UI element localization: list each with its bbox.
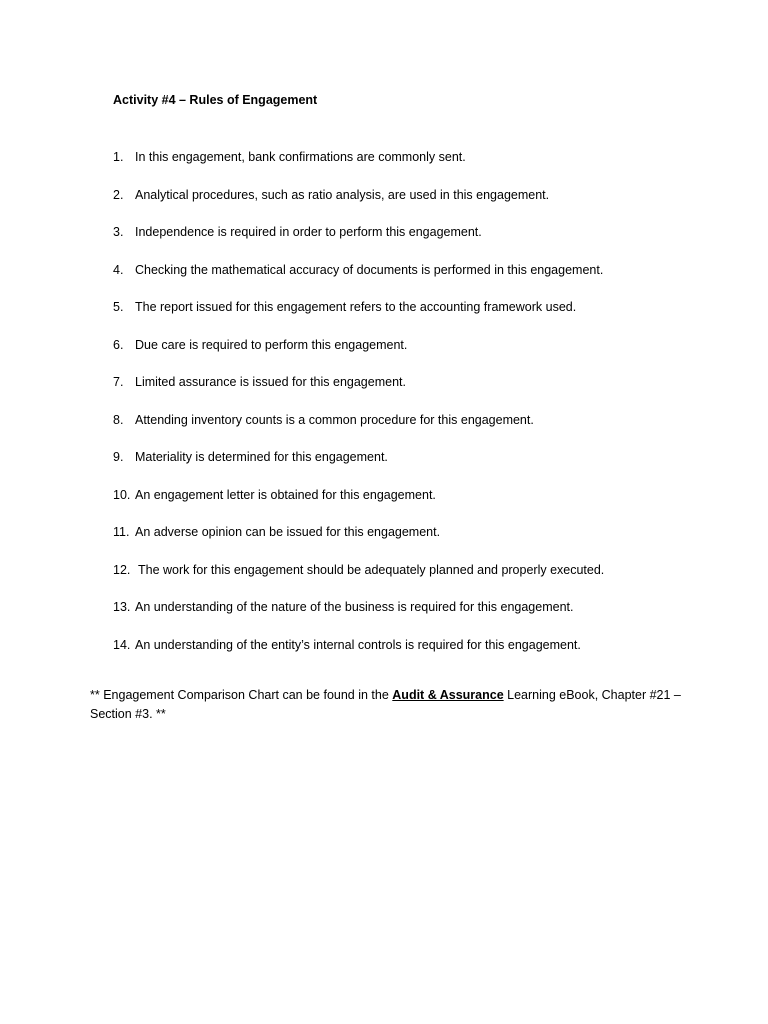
list-item [113,563,604,601]
item-number: 1. [113,150,124,164]
item-text: Due care is required to perform this engagement. [135,337,408,352]
item-text: The report issued for this engagement refers to the accounting framework used. [135,300,577,314]
list-item [113,225,604,263]
list-item [113,150,604,188]
item-number: 5. [113,300,124,314]
list-item [113,263,604,301]
item-text: Analytical procedures, such as ratio analysis, are used in this engagement. [135,187,550,202]
item-number: 10. [113,487,131,502]
list-item [113,638,604,676]
footnote [90,686,690,724]
list-item [113,413,604,451]
item-text: Independence is required in order to perform this engagement. [135,225,482,239]
statement-list [113,150,604,675]
item-number: 13. [113,600,131,614]
item-number: 4. [113,262,124,277]
item-text: An adverse opinion can be issued for this engagement. [135,525,441,539]
item-text: An engagement letter is obtained for this engagement. [135,487,436,502]
list-item [113,338,604,376]
list-item [113,450,604,488]
item-text: An understanding of the nature of the business is required for this engagement. [135,600,574,614]
item-number: 9. [113,450,124,464]
item-number: 11. [113,525,130,539]
list-item [113,525,604,563]
footnote-prefix: ** Engagement Comparison Chart can be found in the [90,688,393,702]
list-item [113,300,604,338]
item-text: Attending inventory counts is a common procedure for this engagement. [135,412,534,427]
list-item [113,188,604,226]
item-number: 6. [113,337,124,352]
item-text: The work for this engagement should be adequately planned and properly executed. [138,562,605,577]
item-text: An understanding of the entity’s internal controls is required for this engagement. [135,637,581,652]
item-text: Checking the mathematical accuracy of documents is performed in this engagement. [135,262,604,277]
item-number: 2. [113,187,124,202]
list-item [113,375,604,413]
item-number: 3. [113,225,124,239]
document-title: Activity #4 – Rules of Engagement [113,93,318,107]
item-number: 14. [113,637,131,652]
item-text: Materiality is determined for this engagement. [135,450,388,464]
item-text: Limited assurance is issued for this engagement. [135,375,406,389]
item-number: 12. [113,562,131,577]
list-item [113,488,604,526]
item-number: 8. [113,412,124,427]
item-number: 7. [113,375,124,389]
list-item [113,600,604,638]
book-title: Audit & Assurance [392,688,504,702]
footnote-suffix: Learning eBook, Chapter #21 – Section #3. ** [90,688,681,721]
item-text: In this engagement, bank confirmations are commonly sent. [135,150,466,164]
